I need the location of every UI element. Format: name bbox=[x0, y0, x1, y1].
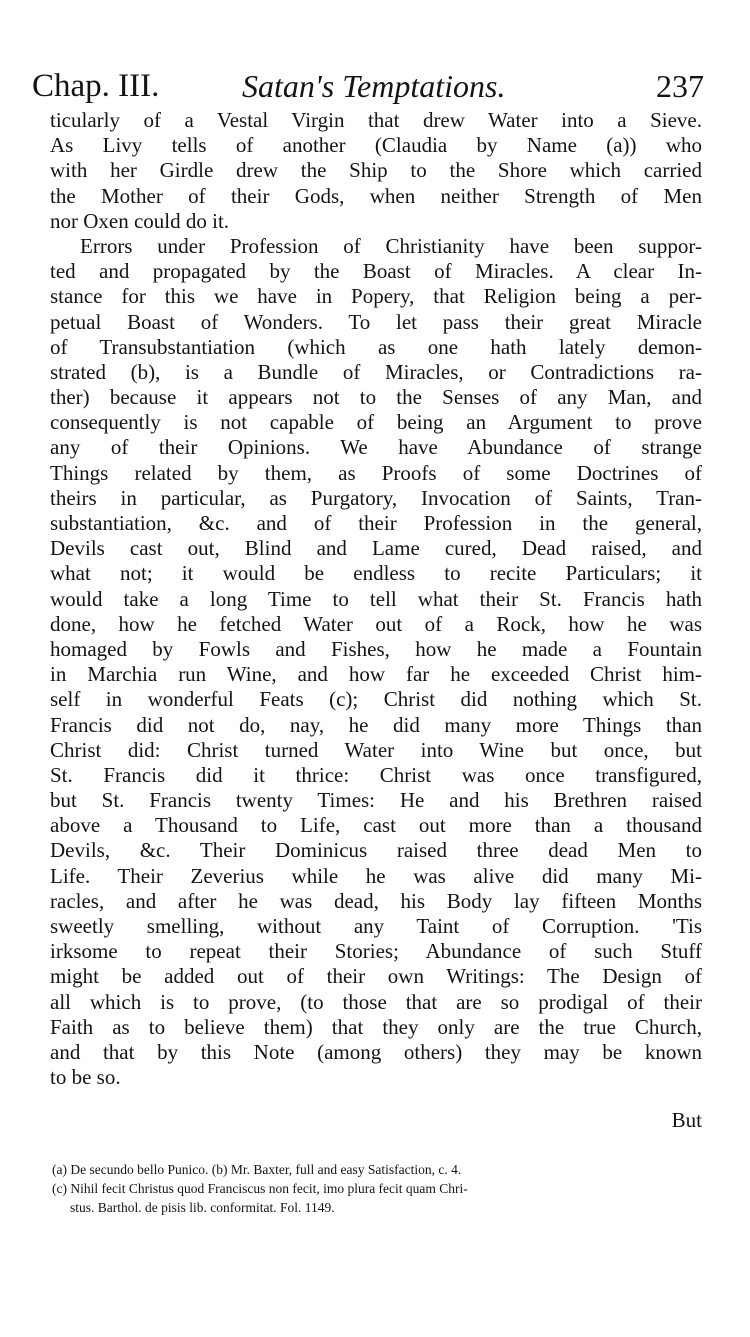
text-line: substantiation, &c. and of their Profession in the general, bbox=[50, 511, 702, 535]
text-line: done, how he fetched Water out of a Rock, how he was bbox=[50, 611, 702, 636]
text-line: Faith as to believe them) that they only are the true Church, bbox=[50, 1014, 702, 1039]
text-line: all which is to prove, (to those that are so prodigal of their bbox=[50, 989, 702, 1014]
body-text bbox=[50, 108, 702, 1090]
text-line: what not; it would be endless to recite Particulars; it bbox=[50, 561, 702, 586]
text-line: petual Boast of Wonders. To let pass their great Miracle bbox=[50, 309, 702, 334]
text-line: homaged by Fowls and Fishes, how he made a Fountain bbox=[50, 636, 702, 661]
chapter-label: Chap. III. bbox=[32, 68, 160, 104]
text-line: Christ did: Christ turned Water into Wine but once, but bbox=[50, 737, 702, 762]
text-line: might be added out of their own Writings: The Design of bbox=[50, 964, 702, 989]
footnotes bbox=[52, 1160, 712, 1217]
footnote-line: (c) Nihil fecit Christus quod Franciscus non fecit, imo plura fecit quam Chri- bbox=[52, 1181, 468, 1196]
text-line: but St. Francis twenty Times: He and his Brethren raised bbox=[50, 788, 702, 813]
text-line: Life. Their Zeverius while he was alive did many Mi- bbox=[50, 863, 702, 888]
text-line: with her Girdle drew the Ship to the Shore which carried bbox=[50, 158, 702, 183]
footnote-line: (a) De secundo bello Punico. (b) Mr. Baxter, full and easy Satisfaction, c. 4. bbox=[52, 1162, 462, 1177]
text-line: ther) because it appears not to the Senses of any Man, and bbox=[50, 385, 702, 410]
page-header bbox=[32, 68, 708, 108]
text-line: racles, and after he was dead, his Body lay fifteen Months bbox=[50, 888, 702, 913]
text-line: above a Thousand to Life, cast out more than a thousand bbox=[50, 813, 702, 838]
text-line: self in wonderful Feats (c); Christ did nothing which St. bbox=[50, 687, 702, 712]
text-line: ticularly of a Vestal Virgin that drew Water into a Sieve. bbox=[50, 108, 702, 132]
text-line: to be so. bbox=[50, 1065, 121, 1090]
text-line: theirs in particular, as Purgatory, Invocation of Saints, Tran- bbox=[50, 485, 702, 510]
text-line: As Livy tells of another (Claudia by Name (a)) who bbox=[50, 133, 702, 158]
text-line: Errors under Profession of Christianity have been suppor- bbox=[80, 233, 702, 258]
text-line: St. Francis did it thrice: Christ was once transfigured, bbox=[50, 762, 702, 787]
text-line: Francis did not do, nay, he did many more Things than bbox=[50, 712, 702, 737]
running-title: Satan's Temptations. bbox=[242, 68, 506, 104]
text-line: strated (b), is a Bundle of Miracles, or Contradictions ra- bbox=[50, 359, 702, 384]
text-line: stance for this we have in Popery, that Religion being a per- bbox=[50, 284, 702, 309]
text-line: in Marchia run Wine, and how far he exceeded Christ him- bbox=[50, 662, 702, 687]
text-line: of Transubstantiation (which as one hath lately demon- bbox=[50, 334, 702, 359]
footnote-line: stus. Barthol. de pisis lib. conformitat. Fol. 1149. bbox=[70, 1200, 335, 1215]
text-line: nor Oxen could do it. bbox=[50, 208, 230, 233]
text-line: the Mother of their Gods, when neither Strength of Men bbox=[50, 183, 702, 208]
text-line: would take a long Time to tell what their St. Francis hath bbox=[50, 586, 702, 611]
text-line: and that by this Note (among others) they may be known bbox=[50, 1039, 702, 1064]
catchword: But bbox=[671, 1108, 702, 1132]
page-number: 237 bbox=[656, 68, 704, 104]
text-line: Devils cast out, Blind and Lame cured, Dead raised, and bbox=[50, 536, 702, 561]
text-line: any of their Opinions. We have Abundance of strange bbox=[50, 435, 702, 460]
text-line: consequently is not capable of being an Argument to prove bbox=[50, 410, 702, 435]
text-line: irksome to repeat their Stories; Abundance of such Stuff bbox=[50, 939, 702, 964]
text-line: Devils, &c. Their Dominicus raised three dead Men to bbox=[50, 838, 702, 863]
text-line: sweetly smelling, without any Taint of Corruption. 'Tis bbox=[50, 914, 702, 938]
text-line: ted and propagated by the Boast of Miracles. A clear In- bbox=[50, 259, 702, 284]
text-line: Things related by them, as Proofs of some Doctrines of bbox=[50, 460, 702, 485]
